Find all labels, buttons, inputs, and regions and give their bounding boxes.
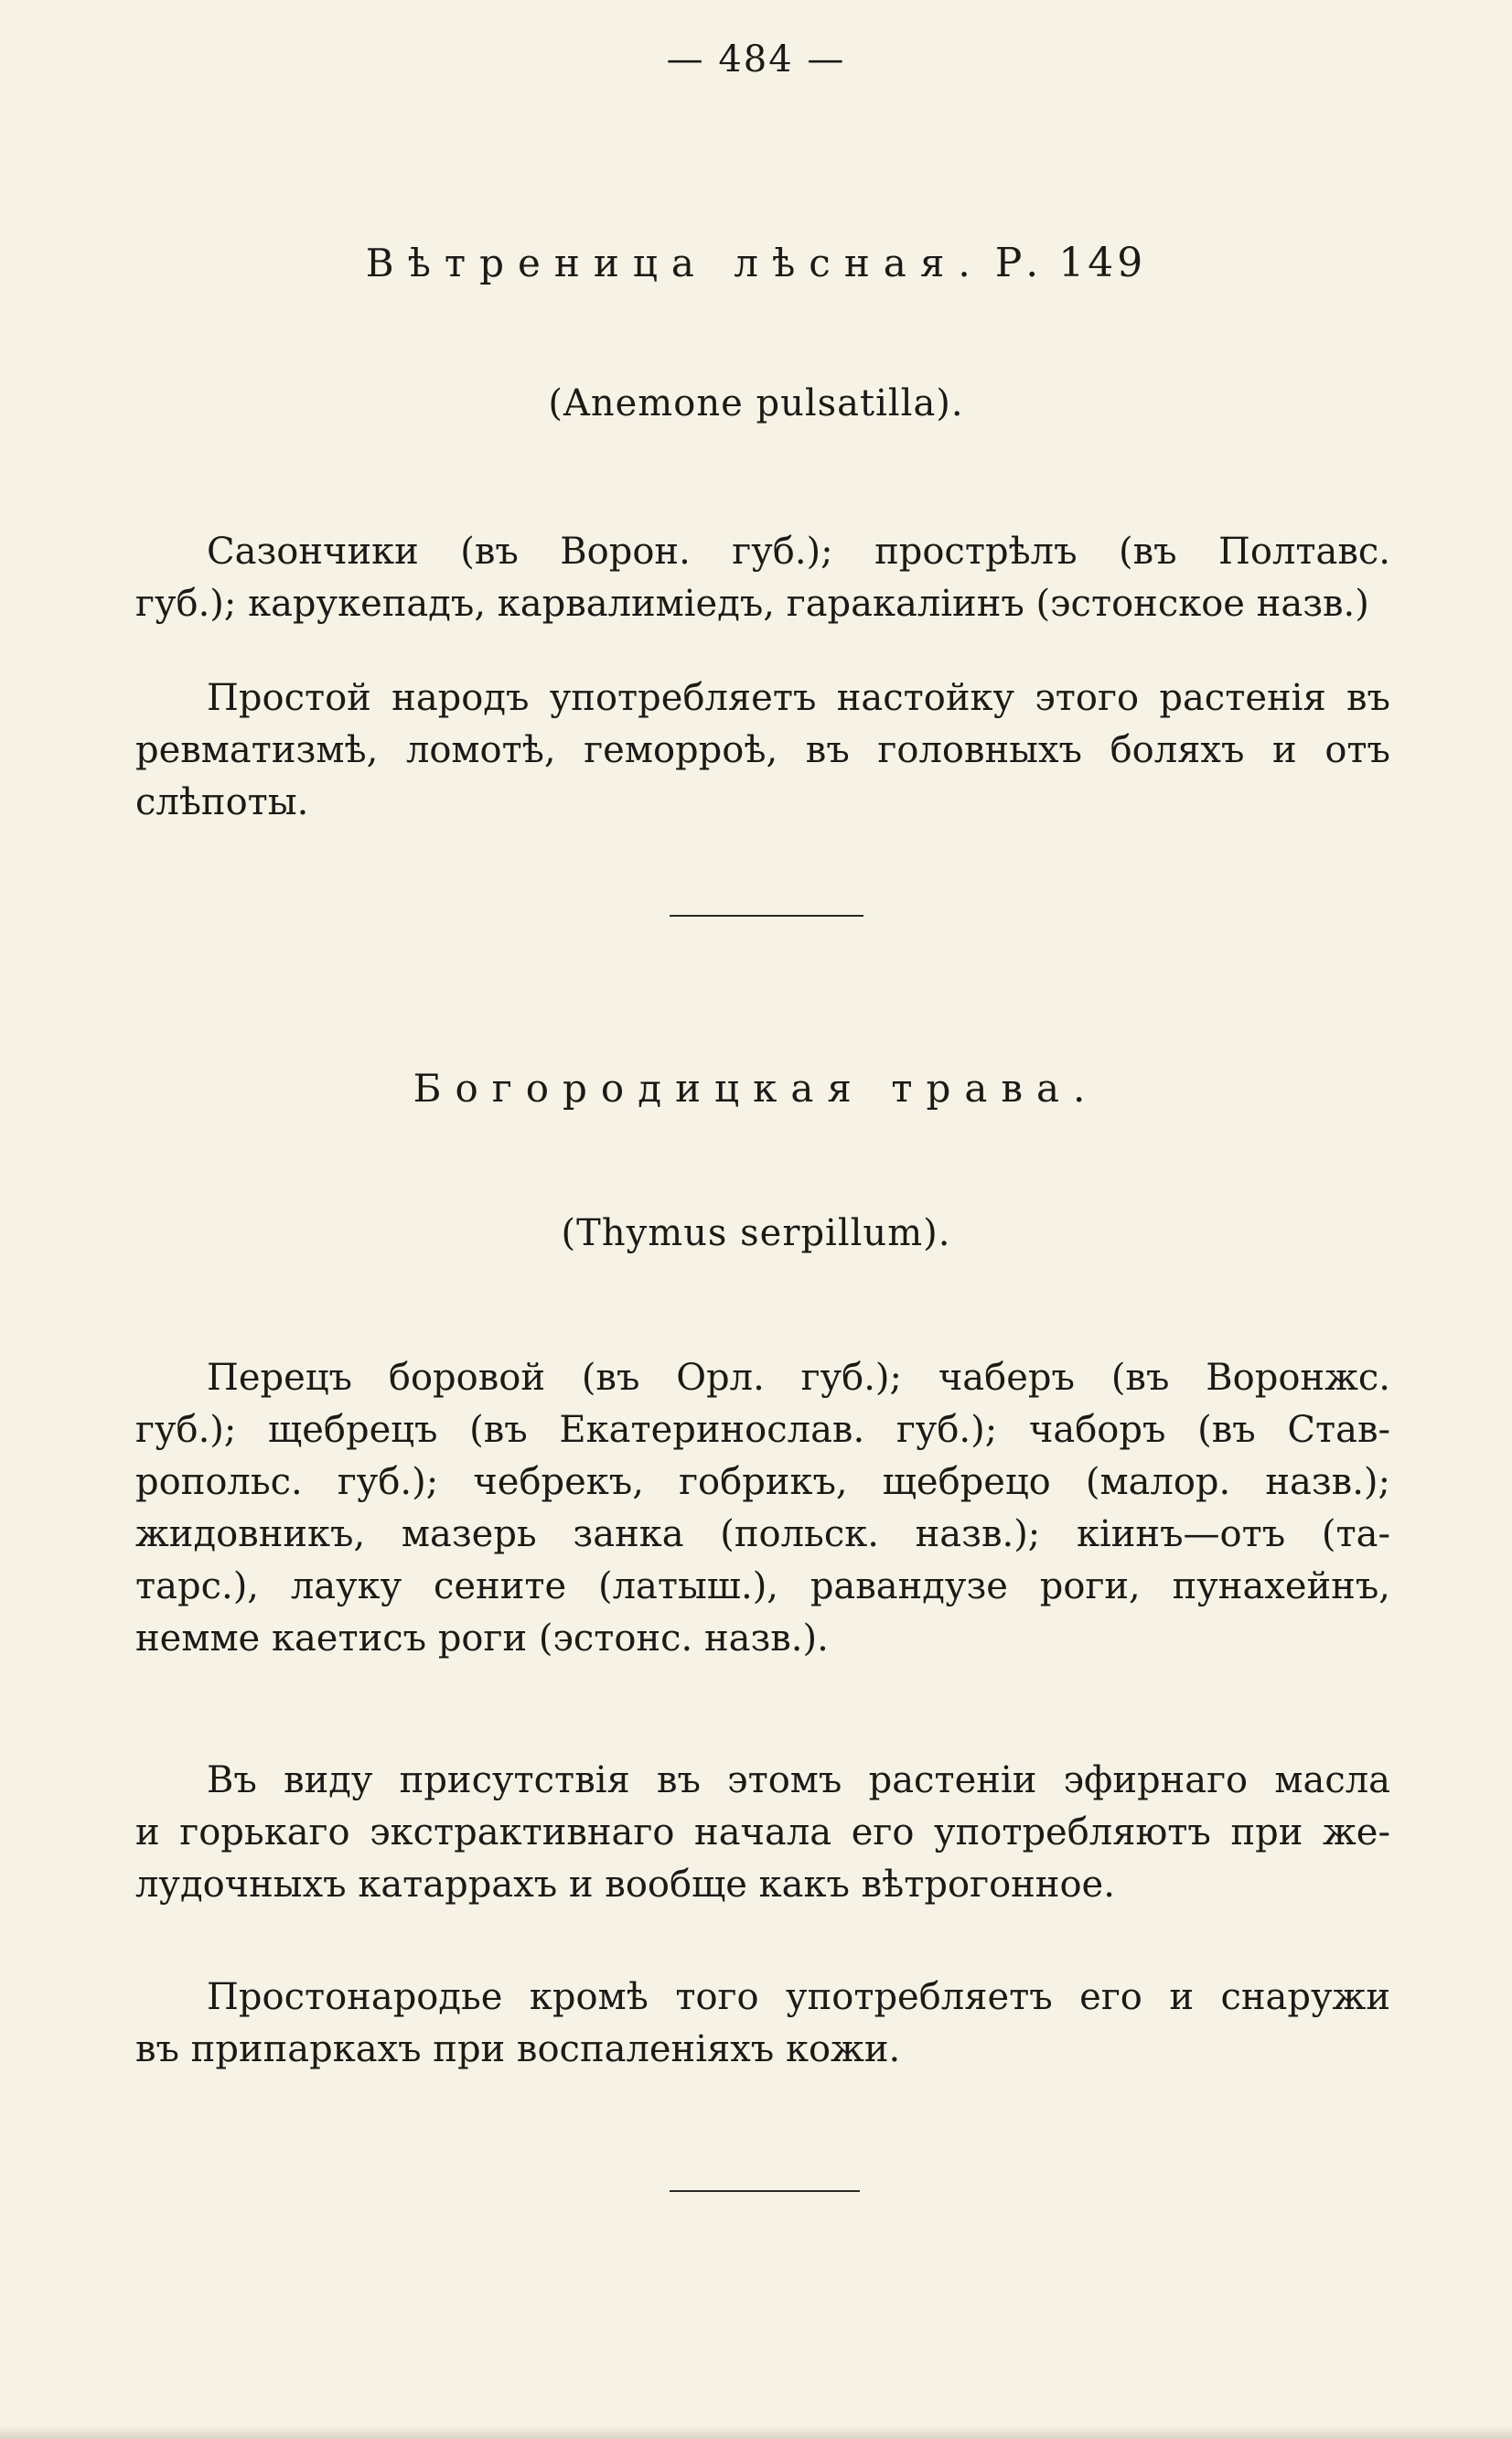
section-divider: [670, 915, 863, 917]
text-line: немме каетисъ роги (эстонс. назв.).: [135, 1617, 829, 1660]
paragraph-thyme-external-use: [135, 1972, 1390, 2076]
page-edge-shadow: [0, 2426, 1512, 2439]
text-line: Въ виду присутствiя въ этомъ растенiи эфирнаго масла: [207, 1759, 1390, 1801]
text-line: губ.); карукепадъ, карвалимiедъ, гаракалiинъ (эстонское назв.): [135, 583, 1369, 625]
paragraph-thyme-names: [135, 1352, 1390, 1665]
text-line: лудочныхъ катаррахъ и вообще какъ вѣтрогонное.: [135, 1864, 1115, 1906]
plate-reference: Р. 149: [994, 240, 1147, 286]
paragraph-thyme-usage: [135, 1755, 1390, 1911]
paragraph-anemone-usage: [135, 672, 1390, 829]
latin-name-thyme: (Thymus serpillum).: [561, 1212, 951, 1254]
text-line: и горькаго экстрактивнаго начала его употребляютъ при же-: [135, 1811, 1390, 1853]
end-divider: [670, 2190, 860, 2192]
text-line: жидовникъ, мазерь занка (польск. назв.); кiинъ—отъ (та-: [135, 1513, 1390, 1555]
text-line: Простой народъ употребляетъ настойку этого растенiя въ: [207, 677, 1390, 719]
text-line: ропольс. губ.); чебрекъ, гобрикъ, щебрецо (малор. назв.);: [135, 1461, 1390, 1503]
page-number: — 484 —: [666, 38, 846, 81]
paragraph-anemone-names: [135, 526, 1390, 630]
text-line: слѣпоты.: [135, 781, 309, 823]
text-line: въ припаркахъ при воспаленiяхъ кожи.: [135, 2028, 901, 2070]
text-line: тарс.), лауку сените (латыш.), равандузе роги, пунахейнъ,: [135, 1565, 1390, 1607]
latin-name-anemone: (Anemone pulsatilla).: [548, 382, 964, 424]
text-line: губ.); щебрецъ (въ Екатеринослав. губ.); чаборъ (въ Став-: [135, 1409, 1390, 1451]
text-line: Простонародье кромѣ того употребляетъ его и снаружи: [207, 1976, 1390, 2018]
section-title-thyme: Богородицкая трава.: [413, 1066, 1099, 1111]
text-line: ревматизмѣ, ломотѣ, геморроѣ, въ головныхъ боляхъ и отъ: [135, 729, 1390, 771]
text-line: Сазончики (въ Ворон. губ.); прострѣлъ (въ Полтавс.: [207, 531, 1390, 573]
section-title-anemone: [0, 240, 1512, 286]
text-line: Перецъ боровой (въ Орл. губ.); чаберъ (въ Воронжс.: [207, 1357, 1390, 1399]
section-title-text: Вѣтреница лѣсная.: [365, 241, 984, 285]
